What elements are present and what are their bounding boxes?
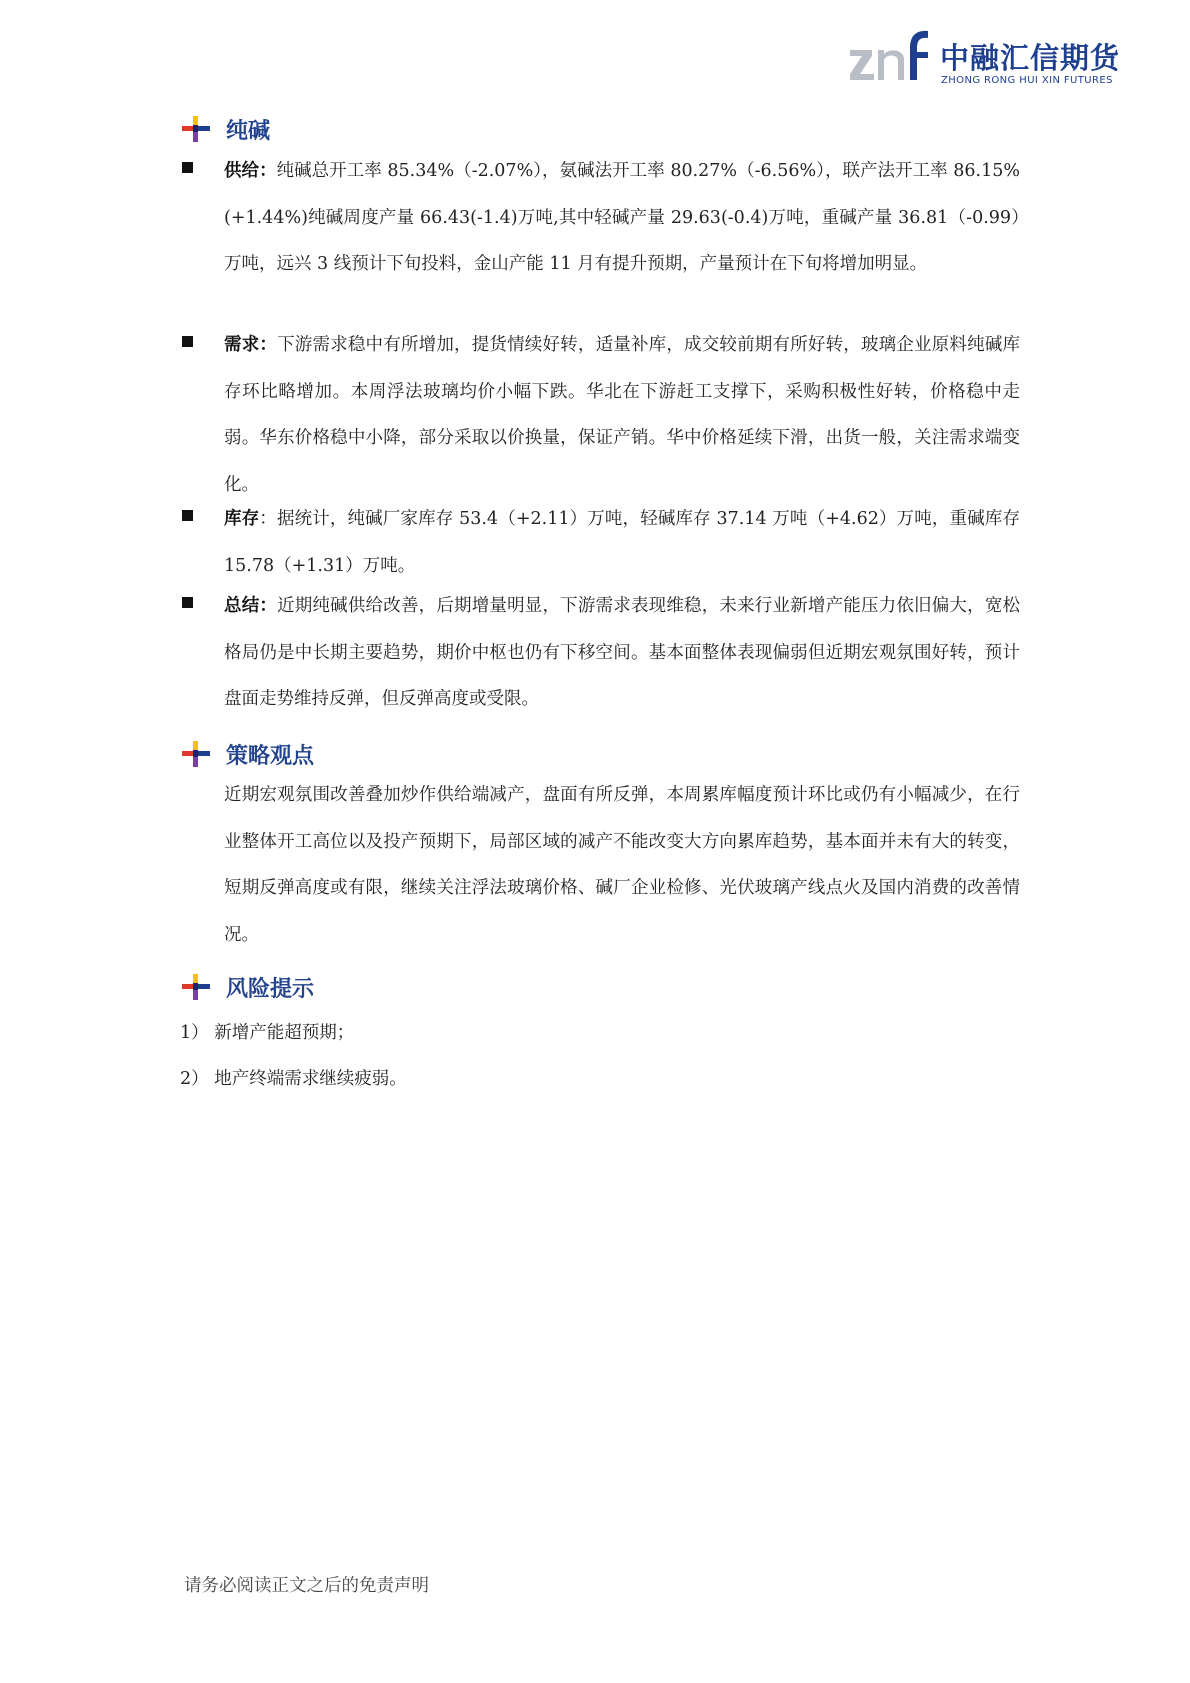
cross-star-icon <box>180 971 212 1003</box>
bullet-supply-text <box>224 148 1020 288</box>
cross-star-icon <box>180 113 212 145</box>
square-bullet-icon <box>182 597 193 608</box>
square-bullet-icon <box>182 510 193 521</box>
risk-item: 2） 地产终端需求继续疲弱。 <box>180 1069 407 1089</box>
strategy-paragraph: 近期宏观氛围改善叠加炒作供给端减产，盘面有所反弹，本周累库幅度预计环比或仍有小幅减少，在行业整体开工高位以及投产预期下，局部区域的减产不能改变大方向累库趋势，基本面并未有大的转变，短期反弹高度或有限，继续关注浮法玻璃价格、碱厂企业检修、光伏玻璃产线点火及国内消费的改善情况。 <box>224 785 1020 945</box>
bullet-body: 纯碱总开工率 85.34%（-2.07%），氨碱法开工率 80.27%（-6.56%），联产法开工率 86.15%(+1.44%)纯碱周度产量 66.43(-1.4)万吨,其中轻碱产量 29.63(-0.4)万吨，重碱产量 36.81（-0.99）万吨，远兴 3 线预计下旬投料，金山产能 11 月有提升预期，产量预计在下旬将增加明显。 <box>224 161 1021 274</box>
bullet-body: 下游需求稳中有所增加，提货情续好转，适量补库，成交较前期有所好转，玻璃企业原料纯碱库存环比略增加。本周浮法玻璃均价小幅下跌。华北在下游赶工支撑下，采购积极性好转，价格稳中走弱。华东价格稳中小降，部分采取以价换量，保证产销。华中价格延续下滑，出货一般，关注需求端变化。 <box>224 335 1021 495</box>
bullet-demand <box>180 322 1020 508</box>
cross-star-icon <box>180 738 212 770</box>
bullet-label: 需求： <box>224 335 278 355</box>
section-heading-soda-ash <box>180 112 270 146</box>
logo-chinese-name: 中融汇信期货 <box>940 41 1121 75</box>
bullet-body: ：据统计，纯碱厂家库存 53.4（+2.11）万吨，轻碱库存 37.14 万吨（+4.62）万吨，重碱库存 15.78（+1.31）万吨。 <box>224 509 1020 576</box>
risk-item: 1） 新增产能超预期； <box>180 1023 355 1043</box>
znf-logo-icon <box>848 26 930 90</box>
bullet-summary-text <box>224 583 1020 723</box>
bullet-label: 供给： <box>224 161 277 181</box>
section-heading-strategy <box>180 737 314 771</box>
footer-disclaimer: 请务必阅读正文之后的免责声明 <box>184 1576 429 1596</box>
bullet-summary <box>180 583 1020 723</box>
section-heading-risk <box>180 970 314 1004</box>
company-logo <box>848 26 1128 90</box>
bullet-body: 近期纯碱供给改善，后期增量明显，下游需求表现维稳，未来行业新增产能压力依旧偏大，宽松格局仍是中长期主要趋势，期价中枢也仍有下移空间。基本面整体表现偏弱但近期宏观氛围好转，预计盘面走势维持反弹，但反弹高度或受限。 <box>224 596 1021 709</box>
bullet-demand-text <box>224 322 1020 508</box>
square-bullet-icon <box>182 162 193 173</box>
square-bullet-icon <box>182 336 193 347</box>
bullet-inventory-text <box>224 496 1020 589</box>
logo-english-name: ZHONG RONG HUI XIN FUTURES <box>941 75 1113 86</box>
bullet-supply <box>180 148 1020 288</box>
bullet-inventory <box>180 496 1020 589</box>
section-title-risk: 风险提示 <box>226 976 315 1002</box>
section-title-soda-ash: 纯碱 <box>226 118 271 144</box>
section-title-strategy: 策略观点 <box>226 743 315 769</box>
bullet-label: 总结： <box>224 596 278 616</box>
bullet-label: 库存 <box>224 509 260 529</box>
